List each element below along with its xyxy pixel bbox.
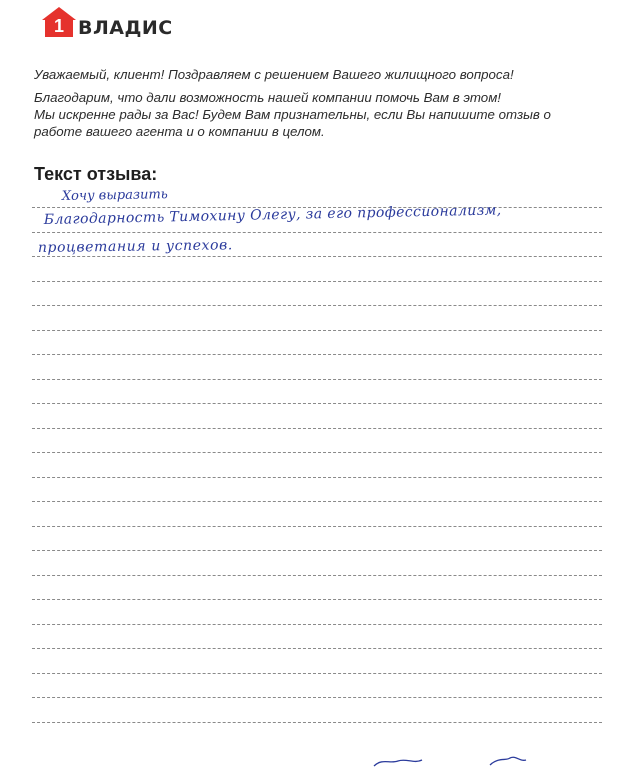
handwritten-line: Благодарность Тимохину Олегу, за его профессионализм, (43, 202, 502, 228)
ruled-line (32, 330, 602, 331)
intro-request: Мы искренне рады за Вас! Будем Вам признательны, если Вы напишите отзыв о работе вашего агента и о компании в целом. (34, 107, 551, 139)
ruled-line (32, 599, 602, 600)
intro-thanks: Благодарим, что дали возможность нашей компании помочь Вам в этом! (34, 90, 502, 105)
ruled-line (32, 354, 602, 355)
ruled-line (32, 256, 602, 257)
intro-text (34, 66, 594, 140)
handwritten-line: Хочу выразить (61, 187, 168, 204)
review-title: Текст отзыва: (34, 164, 158, 184)
logo-digit: 1 (53, 16, 65, 36)
ruled-line (32, 305, 602, 306)
ruled-line (32, 477, 602, 478)
ruled-line (32, 697, 602, 698)
ruled-line (32, 379, 602, 380)
ruled-line (32, 501, 602, 502)
ruled-line (32, 232, 602, 233)
ruled-line (32, 526, 602, 527)
ruled-line (32, 575, 602, 576)
ruled-line (32, 550, 602, 551)
house-icon (40, 6, 78, 38)
ruled-line (32, 673, 602, 674)
ruled-line (32, 722, 602, 723)
ruled-line (32, 428, 602, 429)
ruled-line (32, 403, 602, 404)
ruled-line (32, 648, 602, 649)
ruled-line (32, 452, 602, 453)
ruled-line (32, 624, 602, 625)
signature-fragment (370, 752, 540, 768)
ruled-line (32, 281, 602, 282)
handwritten-line: процветания и успехов. (37, 237, 234, 256)
logo-wordmark: ВЛАДИС (78, 17, 173, 39)
intro-greeting: Уважаемый, клиент! Поздравляем с решением Вашего жилищного вопроса! (34, 67, 514, 82)
